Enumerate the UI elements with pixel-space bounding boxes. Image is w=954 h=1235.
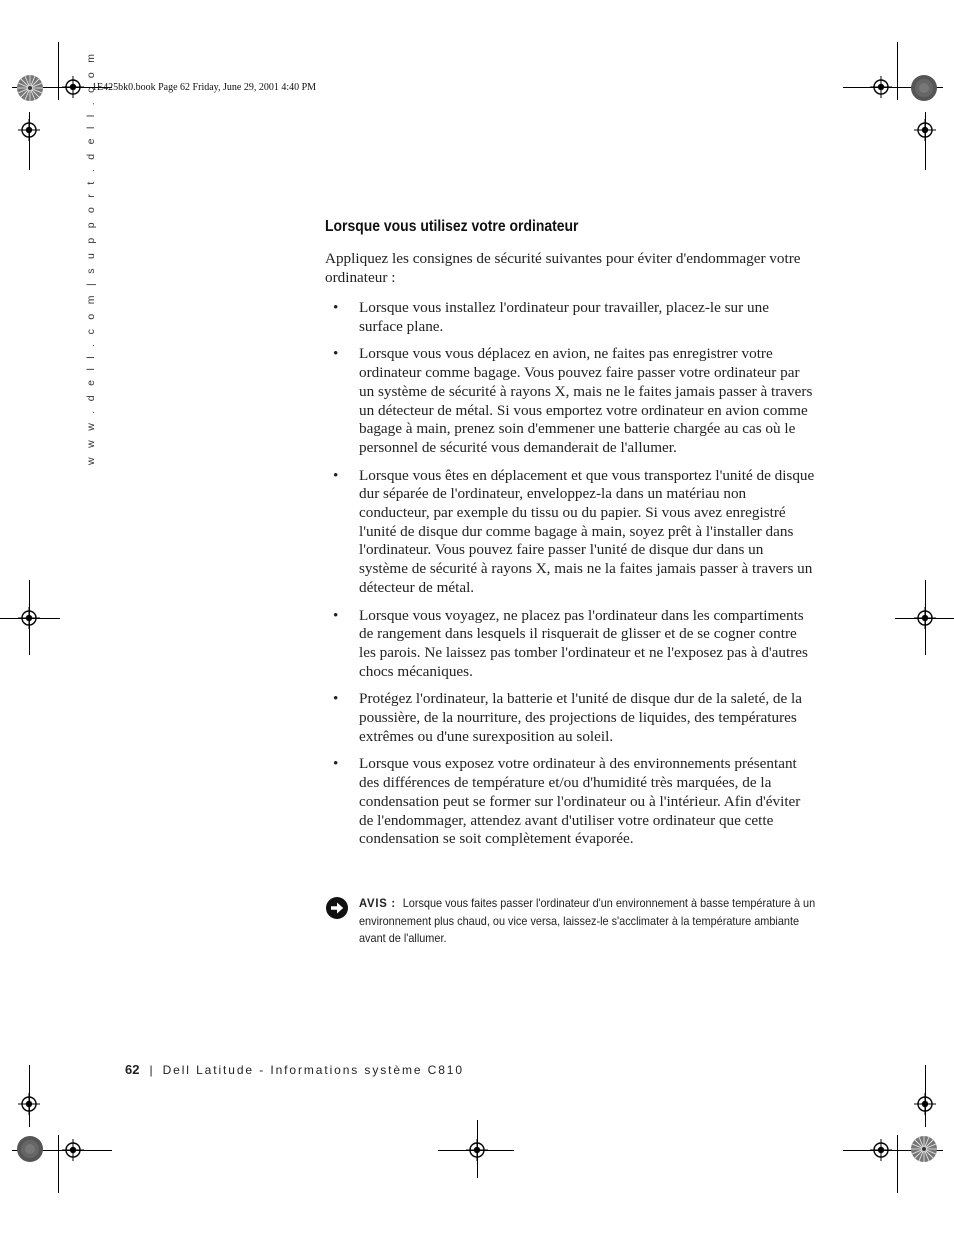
print-slug: 1E425bk0.book Page 62 Friday, June 29, 2001 4:40 PM	[92, 82, 317, 93]
section-heading: Lorsque vous utilisez votre ordinateur	[325, 218, 579, 235]
bullet-marker: •	[333, 299, 339, 316]
list-item	[325, 467, 815, 598]
footer-separator: |	[149, 1063, 153, 1077]
side-url: w w w . d e l l . c o m | s u p p o r t . d e l l . c o m	[85, 50, 97, 465]
bullet-marker: •	[333, 466, 339, 484]
list-item	[325, 755, 815, 849]
list-item	[325, 345, 815, 457]
list-item-text: Protégez l'ordinateur, la batterie et l'unité de disque dur de la saleté, de la poussière, de la nourriture, des projections de liquides, des températures extrêmes ou d'une surexposition au soleil.	[359, 690, 803, 745]
starburst-target-icon	[910, 74, 938, 102]
starburst-target-icon	[910, 1135, 938, 1163]
registration-target-icon	[914, 119, 936, 141]
registration-target-icon	[18, 1093, 40, 1115]
notice-text: Lorsque vous faites passer l'ordinateur d'un environnement à basse température à un environnement plus chaud, ou vice versa, laissez-le s'acclimater à la température ambiante avant de l'allumer.	[359, 897, 816, 945]
registration-target-icon	[870, 1139, 892, 1161]
registration-target-icon	[18, 607, 40, 629]
crop-mark	[58, 42, 59, 100]
crop-mark	[58, 1135, 59, 1193]
bullet-list	[325, 299, 815, 858]
bullet-marker: •	[333, 345, 339, 363]
list-item-text: Lorsque vous exposez votre ordinateur à des environnements présentant des différences de température et/ou d'humidité très marquées, de la condensation peut se former sur l'ordinateur ou à l'intérieur. Afin d'éviter de l'endommager, attendez avant d'utiliser votre ordinateur que cette condensation se soit complètement évaporée.	[359, 755, 801, 848]
bullet-marker: •	[333, 606, 339, 624]
registration-target-icon	[62, 76, 84, 98]
registration-target-icon	[18, 119, 40, 141]
intro-paragraph: Appliquez les consignes de sécurité suivantes pour éviter d'endommager votre ordinateur :	[325, 250, 801, 286]
notice-box	[325, 895, 816, 948]
list-item-text: Lorsque vous êtes en déplacement et que vous transportez l'unité de disque dur séparée de l'ordinateur, enveloppez-la dans un matériau non conducteur, par exemple du tissu ou du papier. Si vous avez enregistré l'unité de disque dur comme bagage à main, soyez prêt à l'installer dans l'ordinateur. Vous pouvez faire passer l'unité de disque dur dans un système de sécurité à rayons X, mais ne la faites jamais passer à travers un détecteur de métal.	[359, 466, 815, 596]
registration-target-icon	[870, 76, 892, 98]
registration-target-icon	[914, 607, 936, 629]
list-item	[325, 607, 815, 682]
bullet-marker: •	[333, 755, 339, 773]
notice-label: AVIS :	[359, 896, 396, 910]
starburst-target-icon	[16, 1135, 44, 1163]
page-footer	[125, 1062, 464, 1077]
registration-target-icon	[62, 1139, 84, 1161]
notice-arrow-icon	[325, 896, 349, 920]
crop-mark	[897, 1135, 898, 1193]
crop-mark	[897, 42, 898, 100]
footer-title: Dell Latitude - Informations système C810	[162, 1063, 464, 1077]
page-number: 62	[125, 1062, 140, 1077]
list-item	[325, 299, 815, 336]
notice-text-block	[359, 895, 820, 948]
list-item-text: Lorsque vous voyagez, ne placez pas l'ordinateur dans les compartiments de rangement dans lesquels il risquerait de glisser et de se cogner contre les parois. Ne laissez pas tomber l'ordinateur et ne l'exposez pas à d'autres chocs mécaniques.	[359, 606, 808, 680]
list-item-text: Lorsque vous installez l'ordinateur pour travailler, placez-le sur une surface plane.	[359, 299, 769, 335]
bullet-marker: •	[333, 690, 339, 708]
registration-target-icon	[914, 1093, 936, 1115]
starburst-target-icon	[16, 74, 44, 102]
list-item-text: Lorsque vous vous déplacez en avion, ne faites pas enregistrer votre ordinateur comme bagage. Vous pouvez faire passer votre ordinateur par un système de sécurité à rayons X, mais ne le faites jamais passer à travers un détecteur de métal. Si vous emportez votre ordinateur en avion comme bagage à main, prenez soin d'emmener une batterie chargée au cas où le personnel de sécurité vous demanderait de l'allumer.	[359, 345, 813, 456]
list-item	[325, 690, 815, 746]
registration-target-icon	[466, 1139, 488, 1161]
